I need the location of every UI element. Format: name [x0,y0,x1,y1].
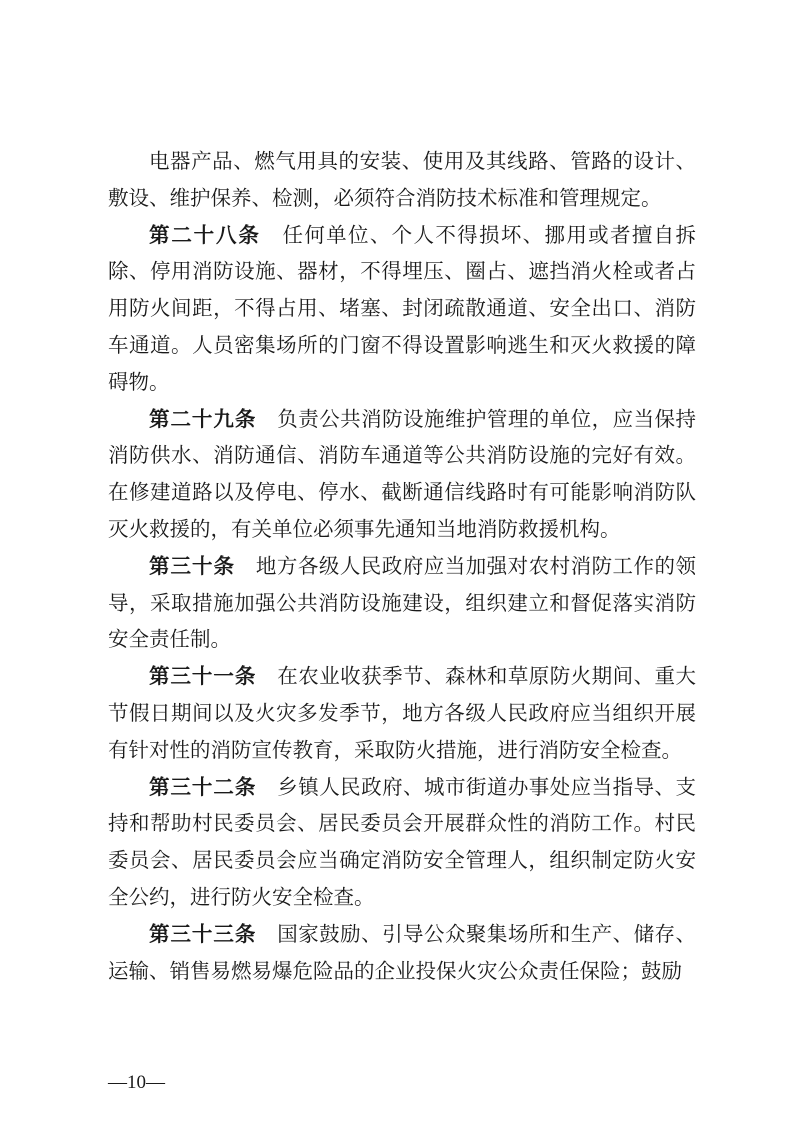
paragraph-article-31 [108,658,696,768]
paragraph-text: 国家鼓励、引导公众聚集场所和生产、储存、运输、销售易燃易爆危险品的企业投保火灾公众责任保险；鼓励 [108,921,697,983]
article-heading: 第三十三条 [149,921,257,946]
paragraph-text: 乡镇人民政府、城市街道办事处应当指导、支持和帮助村民委员会、居民委员会开展群众性的消防工作。村民委员会、居民委员会应当确定消防安全管理人，组织制定防火安全公约，进行防火安全检查。 [108,774,697,909]
paragraph-text: 地方各级人民政府应当加强对农村消防工作的领导，采取措施加强公共消防设施建设，组织建立和督促落实消防安全责任制。 [108,553,697,652]
paragraph-article-29 [108,401,696,548]
paragraph-article-30 [108,548,696,658]
paragraph-article-28 [108,217,696,401]
paragraph-text: 任何单位、个人不得损坏、挪用或者擅自拆除、停用消防设施、器材，不得埋压、圈占、遮挡消火栓或者占用防火间距，不得占用、堵塞、封闭疏散通道、安全出口、消防车通道。人员密集场所的门窗不得设置影响逃生和灭火救援的障碍物。 [108,222,697,394]
paragraph-text: 电器产品、燃气用具的安装、使用及其线路、管路的设计、敷设、维护保养、检测，必须符合消防技术标准和管理规定。 [108,149,696,210]
article-heading: 第二十九条 [149,406,257,431]
article-heading: 第三十条 [149,553,235,578]
article-heading: 第三十二条 [149,774,257,799]
paragraph-article-32 [108,769,696,916]
body-text [108,143,696,989]
paragraph-article-33 [108,916,696,990]
page-number: —10— [108,1072,165,1093]
article-heading: 第二十八条 [149,222,261,247]
paragraph-text: 负责公共消防设施维护管理的单位，应当保持消防供水、消防通信、消防车通道等公共消防设施的完好有效。在修建道路以及停电、停水、截断通信线路时有可能影响消防队灭火救援的，有关单位必须事先通知当地消防救援机构。 [108,406,697,541]
paragraph-text: 在农业收获季节、森林和草原防火期间、重大节假日期间以及火灾多发季节，地方各级人民政府应当组织开展有针对性的消防宣传教育，采取防火措施，进行消防安全检查。 [108,664,697,762]
article-heading: 第三十一条 [149,664,257,689]
paragraph-0 [108,143,696,217]
